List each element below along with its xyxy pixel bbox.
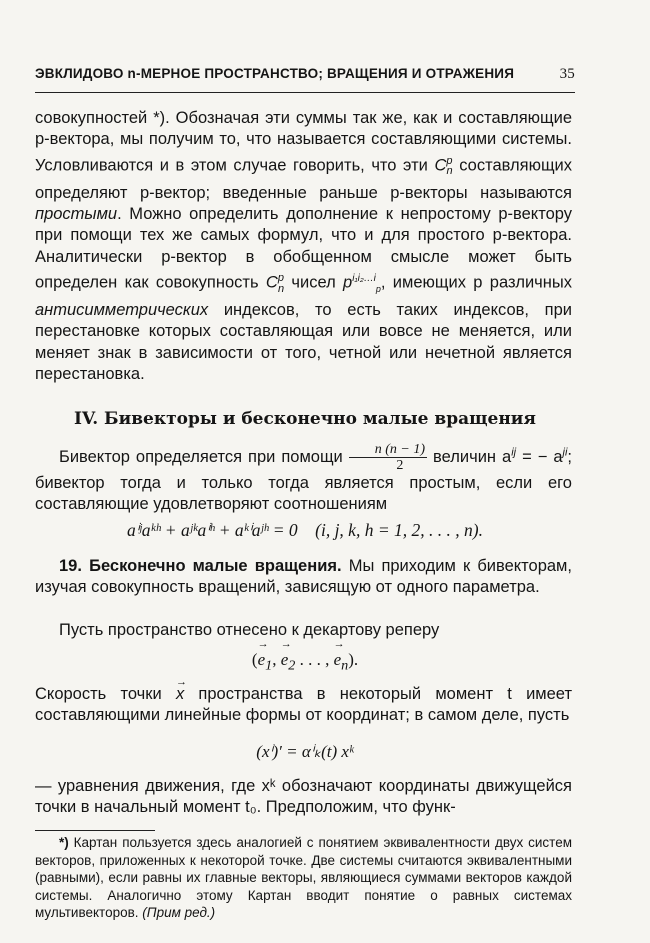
paragraph-4: Пусть пространство отнесено к декартову реперу bbox=[59, 621, 440, 639]
vector-symbol: e bbox=[257, 650, 266, 669]
running-title: ЭВКЛИДОВО n-МЕРНОЕ ПРОСТРАНСТВО; ВРАЩЕНИЯ И ОТРАЖЕНИЯ bbox=[35, 66, 515, 81]
vector-e2 bbox=[281, 650, 296, 674]
paragraph-2 bbox=[35, 442, 572, 516]
text-run: = − a bbox=[516, 447, 563, 466]
text-run: пространства в некоторый момент t имеет составляющими линейные формы от координат; в самом деле, пусть bbox=[35, 685, 572, 725]
equation-condition: (i, j, k, h = 1, 2, . . . , n). bbox=[315, 520, 483, 540]
footnote-rule bbox=[35, 830, 155, 831]
fraction bbox=[349, 442, 427, 473]
vector-symbol: e bbox=[333, 650, 342, 669]
equation-expression: aⁱʲaᵏʰ + aʲᵏaⁱʰ + aᵏⁱaʲʰ = 0 bbox=[127, 520, 298, 540]
vector-index: n bbox=[341, 657, 349, 674]
equation-2: (→ $e_1$, → $e_2$ . . . , → $e_n$). bbox=[35, 650, 575, 674]
text-run: . Можно определить дополнение к непростому p-вектору при помощи тех же самых формул, что и для простого p-вектора. Аналитически p-вектор в обобщенном смысле может быть определен как совокупность bbox=[35, 204, 572, 292]
section-title: IV. Бивекторы и бесконечно малые вращения bbox=[74, 409, 536, 429]
paragraph-6: — уравнения движения, где xᵏ обозначают координаты движущейся точки в начальный момент t₀. Предположим, что функ- bbox=[35, 777, 572, 817]
text-run: индексов, то есть таких индексов, при перестановке которых составляющая или вовсе не меняется, или меняет знак в зависимости от того, четной или нечетной является перестановка. bbox=[35, 300, 572, 383]
text-run: Мы приходим к бивекторам, изучая совокупность вращений, зависящую от одного параметра. bbox=[35, 557, 572, 597]
footnote-text: Картан пользуется здесь аналогией с понятием эквивалентности двух систем векторов, приложенных к некоторой точке. Две системы считаются эквивалентными (равными), если равны их главные векторы, являющиеся суммами векторов каждой системы. Аналогично этому Картан вводит понятие о равных системах мультивекторов. bbox=[35, 835, 572, 920]
math-sub: n bbox=[277, 282, 285, 295]
math-symbol: C bbox=[265, 273, 278, 292]
equation-1 bbox=[35, 520, 575, 541]
paragraph-1 bbox=[35, 108, 572, 385]
vector-symbol: e bbox=[280, 650, 289, 669]
text-run: чисел bbox=[284, 273, 344, 292]
subsection-number: 19. bbox=[59, 557, 82, 575]
math-sup: ji bbox=[562, 446, 568, 459]
vector-x: → x bbox=[176, 684, 184, 705]
math-sup: i₁i₂…i bbox=[352, 272, 376, 284]
header-rule bbox=[35, 92, 575, 93]
editor-note: (Прим ред.) bbox=[142, 905, 216, 920]
fraction-denominator: 2 bbox=[396, 458, 404, 473]
equation-3 bbox=[35, 742, 575, 762]
subsection-title: Бесконечно малые вращения. bbox=[89, 557, 342, 575]
equation-expression: (xⁱ)′ = αⁱₖ(t) xᵏ bbox=[256, 742, 354, 761]
vector-en bbox=[334, 650, 349, 674]
emphasis: простыми bbox=[35, 204, 118, 223]
text-run: составляющих определяют p-вектор; введенные раньше p-векторы называются bbox=[35, 156, 572, 202]
math-symbol: p bbox=[343, 273, 353, 292]
vector-index: 1 bbox=[265, 657, 273, 674]
emphasis: антисимметрических bbox=[35, 300, 209, 319]
running-header bbox=[35, 66, 575, 81]
paragraph-3 bbox=[35, 556, 572, 599]
math-sup: p bbox=[446, 154, 453, 167]
text-run: Скорость точки bbox=[35, 685, 176, 703]
text-run: величин a bbox=[427, 447, 512, 466]
text-run: совокупностей *). Обозначая эти суммы так же, как и составляющие p-вектора, мы получим то, что называется составляющими системы. Условливаются и в этом случае говорить, что эти bbox=[35, 109, 572, 175]
text-run: Бивектор определяется при помощи bbox=[59, 447, 349, 466]
page-number: 35 bbox=[559, 66, 575, 82]
math-sup: ij bbox=[511, 446, 517, 459]
paragraph-5 bbox=[35, 684, 572, 727]
vector-e1 bbox=[258, 650, 273, 674]
vector-index: 2 bbox=[288, 657, 296, 674]
math-sub: p bbox=[375, 283, 381, 294]
footnote bbox=[35, 834, 572, 922]
ellipsis: . . . , bbox=[299, 650, 330, 669]
math-symbol: C bbox=[434, 156, 447, 175]
math-sub: n bbox=[446, 165, 453, 178]
footnote-marker: *) bbox=[59, 835, 69, 850]
math-sup: p bbox=[277, 271, 284, 284]
text-run: ; бивектор тогда и только тогда является простым, если его составляющие удовлетворяют соотношениям bbox=[35, 447, 572, 514]
text-run: , имеющих p различных bbox=[380, 273, 572, 292]
fraction-numerator: n (n − 1) bbox=[349, 442, 427, 458]
